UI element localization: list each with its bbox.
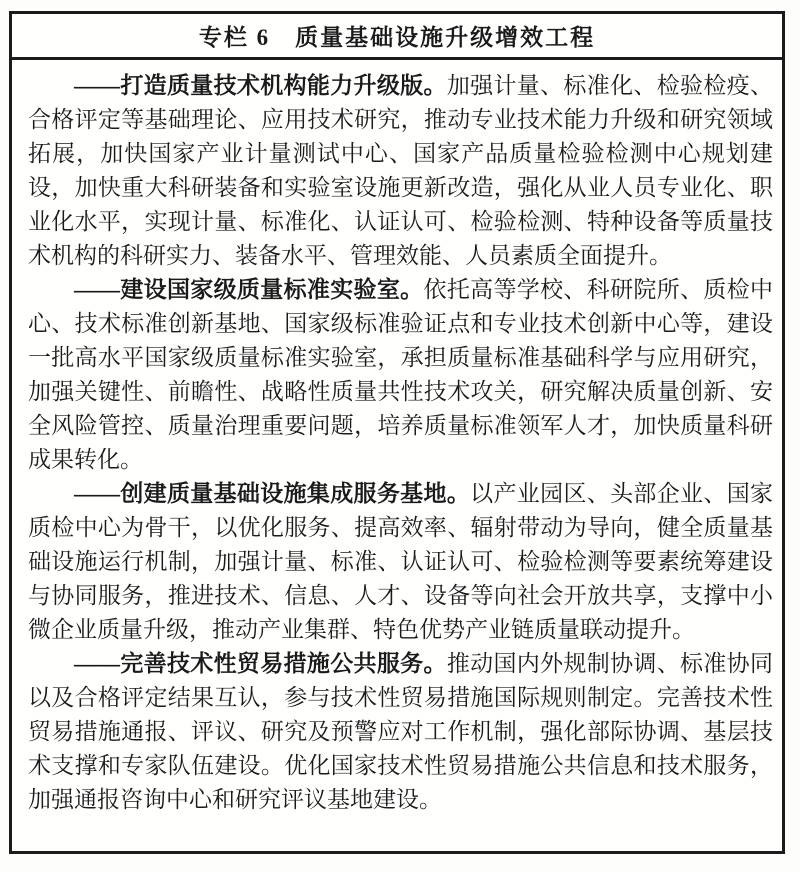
paragraph-3-lead: ——创建质量基础设施集成服务基地。 — [74, 481, 471, 506]
paragraph-1 — [28, 69, 773, 273]
column-6-panel — [9, 11, 785, 854]
paragraph-4 — [28, 647, 773, 817]
paragraph-4-text: 推动国内外规制协调、标准协同以及合格评定结果互认，参与技术性贸易措施国际规则制定。完善技术性贸易措施通报、评议、研究及预警应对工作机制，强化部际协调、基层技术支撑和专家队伍建设。优化国家技术性贸易措施公共信息和技术服务，加强通报咨询中心和研究评议基地建设。 — [28, 651, 774, 812]
paragraph-2-text: 依托高等学校、科研院所、质检中心、技术标准创新基地、国家级标准验证点和专业技术创新中心等，建设一批高水平国家级质量标准实验室，承担质量标准基础科学与应用研究，加强关键性、前瞻性、战略性质量共性技术攻关，研究解决质量创新、安全风险管控、质量治理重要问题，培养质量标准领军人才，加快质量科研成果转化。 — [28, 277, 774, 472]
paragraph-3-text: 以产业园区、头部企业、国家质检中心为骨干，以优化服务、提高效率、辐射带动为导向，健全质量基础设施运行机制，加强计量、标准、认证认可、检验检测等要素统筹建设与协同服务，推进技术、信息、人才、设备等向社会开放共享，支撑中小微企业质量升级，推动产业集群、特色优势产业链质量联动提升。 — [28, 481, 774, 642]
paragraph-4-lead: ——完善技术性贸易措施公共服务。 — [74, 651, 447, 676]
paragraph-3 — [28, 477, 773, 647]
panel-body — [12, 60, 782, 817]
panel-title: 专栏 6 质量基础设施升级增效工程 — [198, 25, 596, 50]
paragraph-2 — [28, 273, 773, 477]
paragraph-1-text: 加强计量、标准化、检验检疫、合格评定等基础理论、应用技术研究，推动专业技术能力升级和研究领域拓展，加快国家产业计量测试中心、国家产品质量检验检测中心规划建设，加快重大科研装备和实验室设施更新改造，强化从业人员专业化、职业化水平，实现计量、标准化、认证认可、检验检测、特种设备等质量技术机构的科研实力、装备水平、管理效能、人员素质全面提升。 — [28, 73, 774, 268]
paragraph-1-lead: ——打造质量技术机构能力升级版。 — [74, 73, 447, 98]
paragraph-2-lead: ——建设国家级质量标准实验室。 — [74, 277, 424, 302]
panel-title-row — [12, 14, 782, 60]
